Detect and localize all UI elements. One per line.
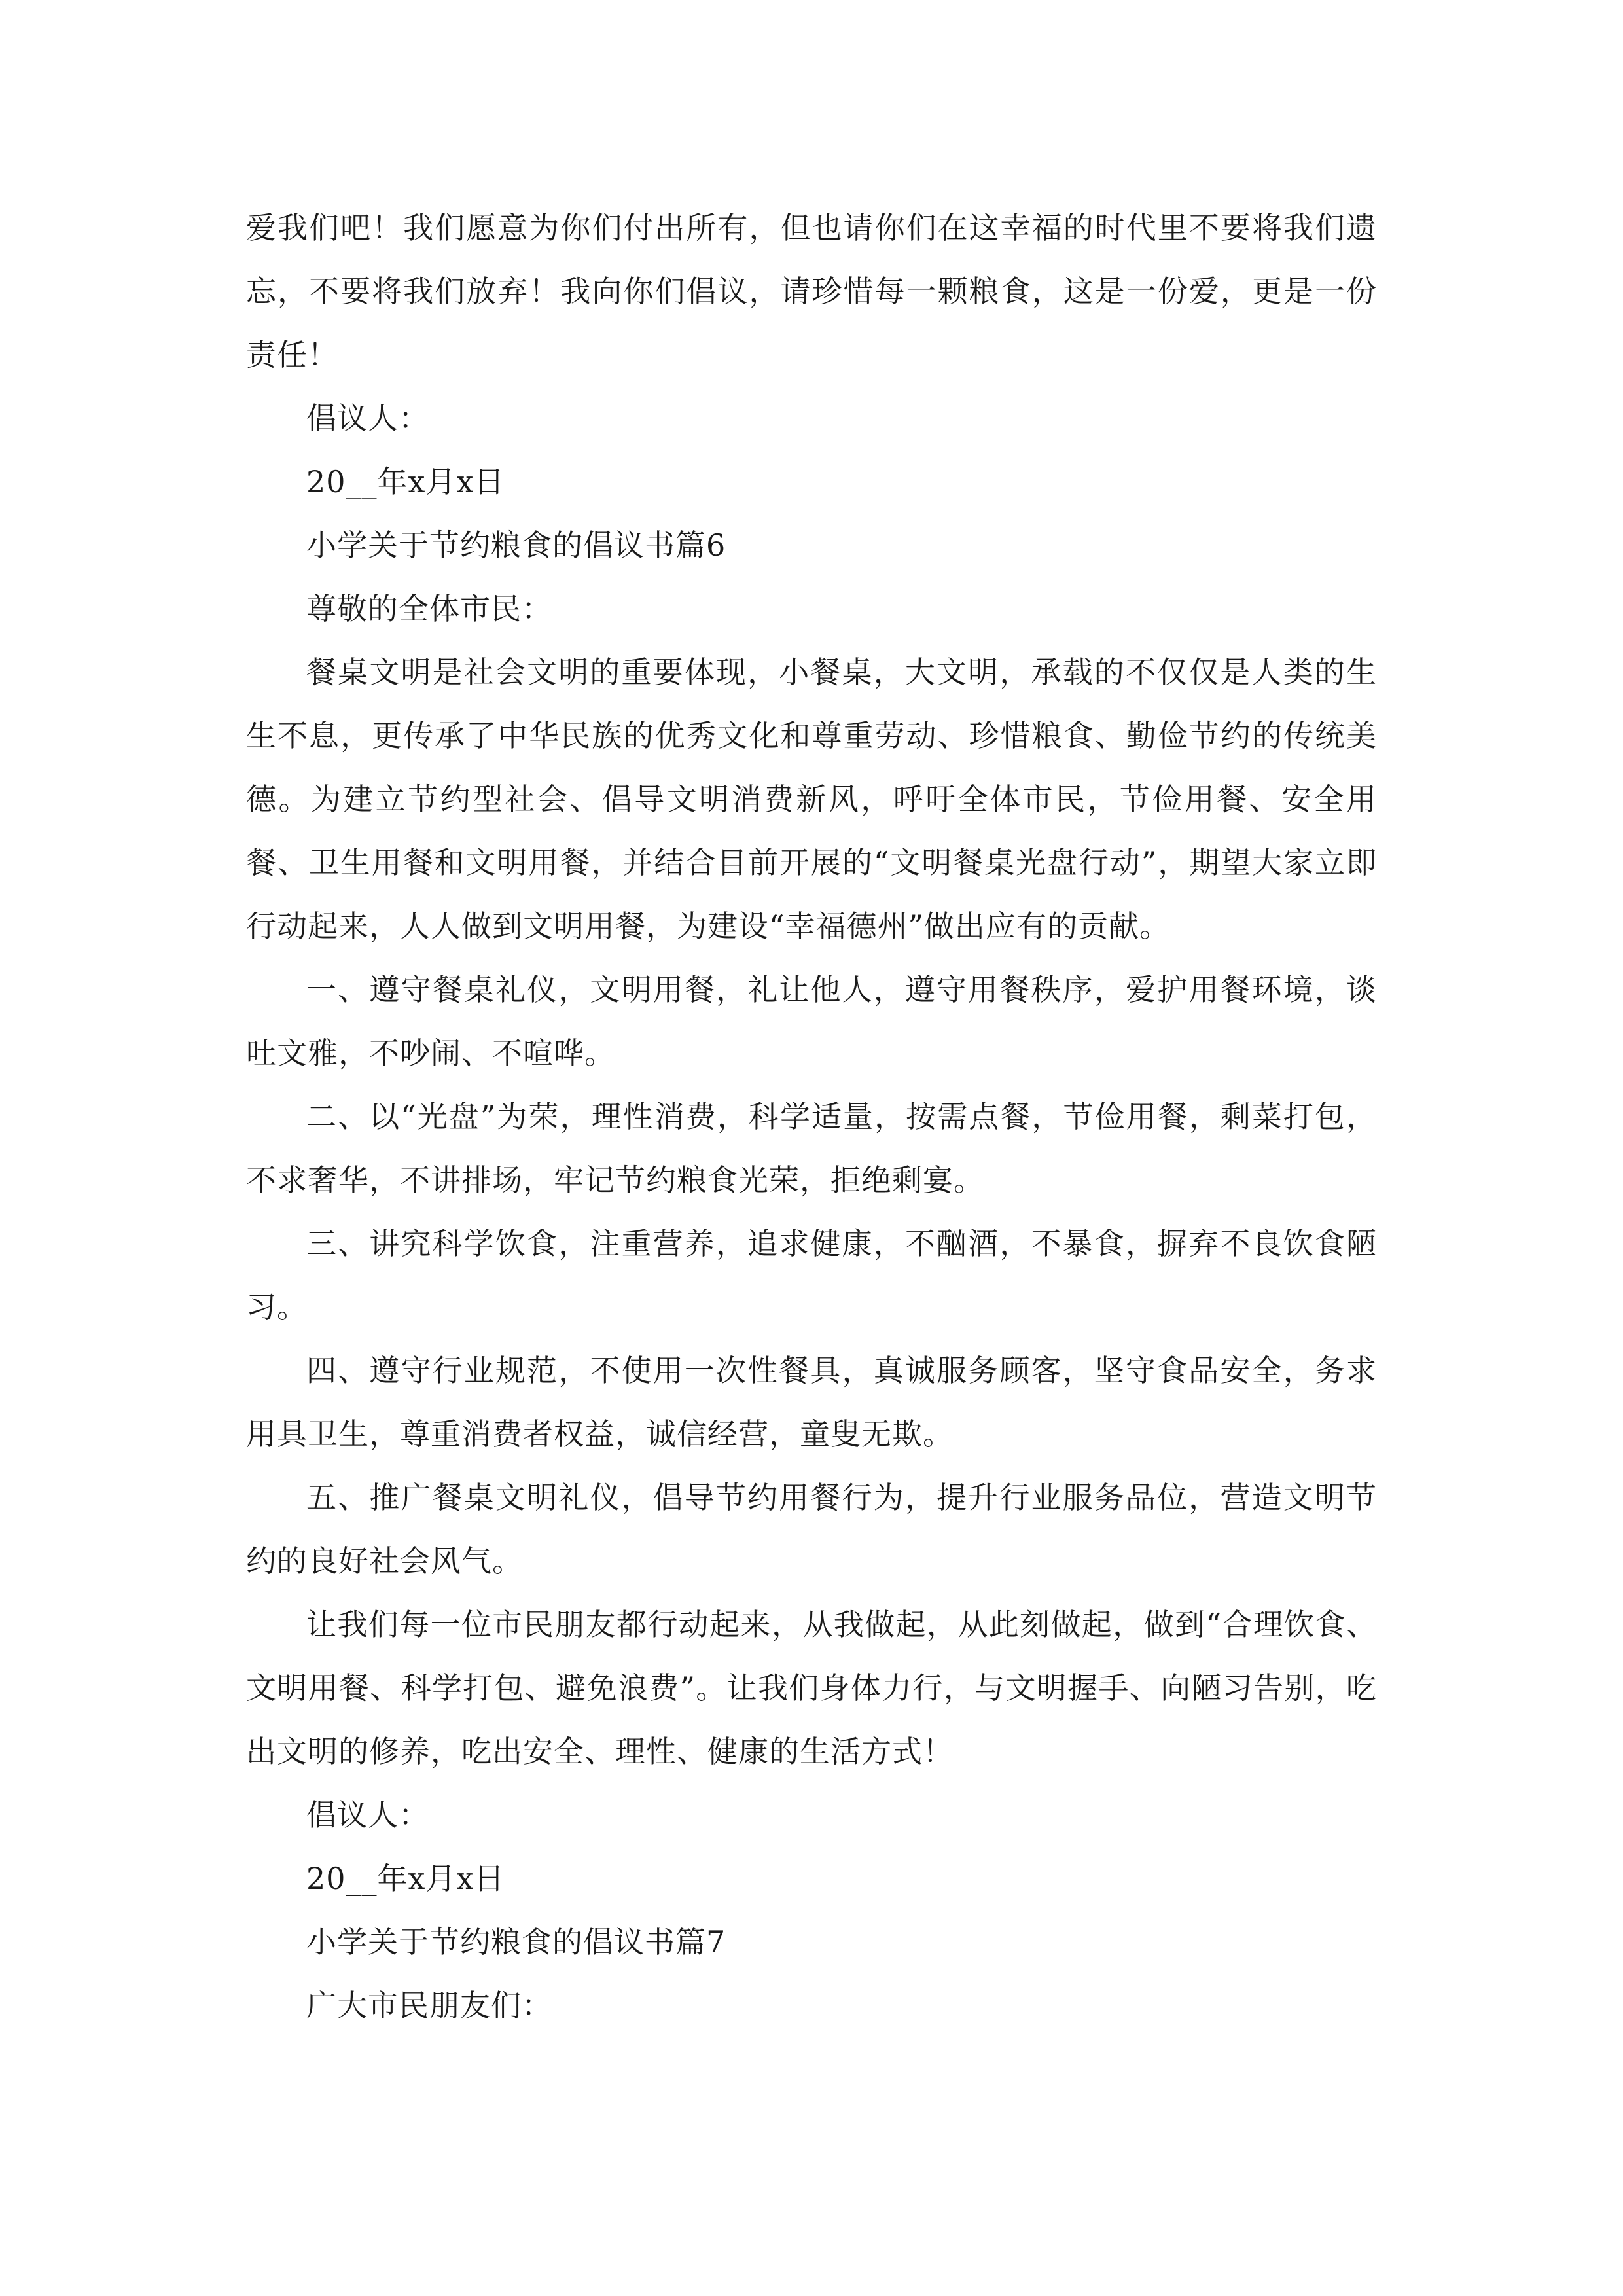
salutation: 广大市民朋友们：: [306, 1988, 552, 2023]
paragraph-item-5: 五、推广餐桌文明礼仪，倡导节约用餐行为，提升行业服务品位，营造文明节约的良好社会风气。: [246, 1480, 1377, 1579]
date-line: 20__年x月x日: [306, 464, 505, 499]
document-page: [246, 196, 1377, 2037]
paragraph-item-4: 四、遵守行业规范，不使用一次性餐具，真诚服务顾客，坚守食品安全，务求用具卫生，尊重消费者权益，诚信经营，童叟无欺。: [246, 1353, 1377, 1452]
paragraph-conclusion: 让我们每一位市民朋友都行动起来，从我做起，从此刻做起，做到“合理饮食、文明用餐、科学打包、避免浪费”。让我们身体力行，与文明握手、向陋习告别，吃出文明的修养，吃出安全、理性、健康的生活方式！: [246, 1607, 1377, 1769]
paragraph-closing-appeal: 爱我们吧！我们愿意为你们付出所有，但也请你们在这幸福的时代里不要将我们遗忘，不要将我们放弃！我向你们倡议，请珍惜每一颗粮食，这是一份爱，更是一份责任！: [246, 210, 1377, 372]
paragraph-item-2: 二、以“光盘”为荣，理性消费，科学适量，按需点餐，节俭用餐，剩菜打包，不求奢华，不讲排场，牢记节约粮食光荣，拒绝剩宴。: [246, 1099, 1377, 1198]
signature-line: 倡议人：: [306, 401, 429, 436]
salutation: 尊敬的全体市民：: [306, 591, 552, 626]
paragraph-item-1: 一、遵守餐桌礼仪，文明用餐，礼让他人，遵守用餐秩序，爱护用餐环境，谈吐文雅，不吵闹、不喧哗。: [246, 972, 1377, 1071]
date-line: 20__年x月x日: [306, 1861, 505, 1896]
signature-line: 倡议人：: [306, 1797, 429, 1833]
section-heading-6: 小学关于节约粮食的倡议书篇6: [306, 528, 726, 563]
paragraph-item-3: 三、讲究科学饮食，注重营养，追求健康，不酗酒，不暴食，摒弃不良饮食陋习。: [246, 1226, 1377, 1325]
paragraph-intro: 餐桌文明是社会文明的重要体现，小餐桌，大文明，承载的不仅仅是人类的生生不息，更传承了中华民族的优秀文化和尊重劳动、珍惜粮食、勤俭节约的传统美德。为建立节约型社会、倡导文明消费新风，呼吁全体市民，节俭用餐、安全用餐、卫生用餐和文明用餐，并结合目前开展的“文明餐桌光盘行动”，期望大家立即行动起来，人人做到文明用餐，为建设“幸福德州”做出应有的贡献。: [246, 655, 1377, 944]
section-heading-7: 小学关于节约粮食的倡议书篇7: [306, 1924, 726, 1960]
